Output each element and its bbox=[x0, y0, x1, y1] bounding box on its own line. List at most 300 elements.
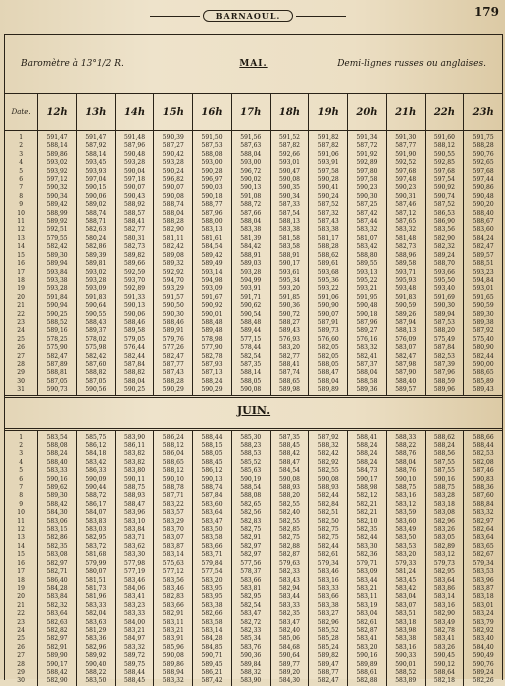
pressure-value: 582,40 bbox=[278, 626, 300, 634]
pressure-value: 588,04 bbox=[124, 377, 146, 385]
pressure-value: 593,68 bbox=[317, 268, 339, 276]
pressure-value: 575,40 bbox=[472, 335, 494, 343]
pressure-value: 583,14 bbox=[162, 551, 184, 559]
hour-header: 14h bbox=[115, 94, 154, 130]
day-number: 9 bbox=[19, 500, 24, 508]
pressure-value: 583,47 bbox=[240, 610, 262, 618]
day-column bbox=[5, 131, 37, 395]
pressure-value: 582,96 bbox=[433, 517, 455, 525]
pressure-value: 590,29 bbox=[162, 386, 184, 394]
observation-table bbox=[5, 93, 502, 686]
day-number: 24 bbox=[17, 327, 25, 335]
pressure-value: 588,53 bbox=[240, 450, 262, 458]
pressure-value: 588,44 bbox=[472, 442, 494, 449]
pressure-value: 582,88 bbox=[356, 677, 378, 685]
pressure-value: 588,24 bbox=[356, 450, 378, 458]
pressure-value: 577,12 bbox=[162, 568, 184, 576]
day-number: 9 bbox=[19, 201, 24, 209]
pressure-value: 590,10 bbox=[395, 475, 417, 483]
pressure-value: 588,24 bbox=[356, 458, 378, 466]
pressure-value: 588,91 bbox=[240, 251, 262, 259]
pressure-value: 591,47 bbox=[85, 134, 107, 141]
day-number: 29 bbox=[17, 668, 25, 676]
pressure-value: 590,54 bbox=[240, 310, 262, 318]
pressure-value: 588,22 bbox=[395, 442, 417, 449]
pressure-value: 582,77 bbox=[124, 226, 146, 234]
pressure-value: 582,12 bbox=[356, 492, 378, 500]
pressure-value: 589,24 bbox=[433, 251, 455, 259]
pressure-value: 589,45 bbox=[201, 660, 223, 668]
pressure-value: 584,18 bbox=[85, 450, 107, 458]
pressure-value: 588,40 bbox=[472, 209, 494, 217]
pressure-value: 582,33 bbox=[278, 568, 300, 576]
pressure-value: 588,28 bbox=[317, 243, 339, 251]
pressure-value: 596,72 bbox=[240, 167, 262, 175]
pressure-value: 579,84 bbox=[201, 559, 223, 567]
pressure-value: 590,74 bbox=[433, 192, 455, 200]
pressure-value: 588,52 bbox=[46, 318, 68, 326]
pressure-value: 593,70 bbox=[124, 276, 146, 284]
hour-column bbox=[192, 431, 231, 686]
pressure-value: 583,98 bbox=[395, 626, 417, 634]
pressure-value: 588,54 bbox=[240, 484, 262, 492]
pressure-value: 587,37 bbox=[356, 360, 378, 368]
pressure-value: 588,65 bbox=[472, 369, 494, 377]
pressure-value: 591,75 bbox=[472, 134, 494, 141]
day-number: 20 bbox=[17, 593, 25, 601]
pressure-value: 582,95 bbox=[240, 593, 262, 601]
pressure-value: 589,90 bbox=[46, 652, 68, 660]
pressure-value: 590,48 bbox=[472, 192, 494, 200]
pressure-value: 589,82 bbox=[317, 652, 339, 660]
pressure-value: 583,33 bbox=[124, 610, 146, 618]
pressure-value: 591,34 bbox=[356, 134, 378, 141]
pressure-value: 588,24 bbox=[201, 377, 223, 385]
pressure-value: 582,87 bbox=[278, 551, 300, 559]
pressure-value: 594,70 bbox=[162, 276, 184, 284]
unit-caption: Demi-lignes russes ou anglaises. bbox=[337, 59, 486, 69]
pressure-value: 582,35 bbox=[278, 610, 300, 618]
pressure-value: 588,43 bbox=[85, 318, 107, 326]
pressure-value: 586,33 bbox=[85, 467, 107, 475]
pressure-value: 597,48 bbox=[395, 176, 417, 184]
pressure-value: 586,40 bbox=[46, 576, 68, 584]
pressure-value: 582,08 bbox=[472, 458, 494, 466]
pressure-value: 584,28 bbox=[46, 584, 68, 592]
table-frame bbox=[4, 34, 503, 685]
pressure-value: 581,48 bbox=[395, 234, 417, 242]
pressure-value: 582,71 bbox=[46, 568, 68, 576]
pressure-value: 582,90 bbox=[162, 226, 184, 234]
hour-column bbox=[308, 131, 347, 395]
pressure-value: 590,07 bbox=[317, 310, 339, 318]
pressure-value: 593,00 bbox=[240, 159, 262, 167]
pressure-value: 582,63 bbox=[85, 226, 107, 234]
pressure-value: 583,81 bbox=[240, 584, 262, 592]
pressure-value: 590,83 bbox=[472, 475, 494, 483]
hour-header: 18h bbox=[270, 94, 309, 130]
pressure-value: 582,91 bbox=[240, 534, 262, 542]
pressure-value: 589,24 bbox=[472, 668, 494, 676]
pressure-value: 582,64 bbox=[472, 526, 494, 534]
pressure-value: 587,35 bbox=[278, 433, 300, 441]
pressure-value: 583,16 bbox=[433, 601, 455, 609]
pressure-value: 583,21 bbox=[124, 626, 146, 634]
pressure-value: 588,41 bbox=[278, 360, 300, 368]
pressure-value: 582,51 bbox=[317, 509, 339, 517]
day-number: 10 bbox=[17, 209, 25, 217]
pressure-value: 585,96 bbox=[162, 643, 184, 651]
pressure-value: 593,01 bbox=[472, 285, 494, 293]
pressure-value: 582,55 bbox=[278, 500, 300, 508]
day-number: 2 bbox=[19, 142, 24, 150]
pressure-value: 588,65 bbox=[162, 458, 184, 466]
hour-column bbox=[425, 431, 464, 686]
pressure-value: 583,38 bbox=[201, 601, 223, 609]
pressure-value: 582,75 bbox=[317, 526, 339, 534]
pressure-value: 576,93 bbox=[278, 335, 300, 343]
pressure-value: 582,75 bbox=[278, 534, 300, 542]
pressure-value: 588,33 bbox=[395, 433, 417, 441]
pressure-value: 588,05 bbox=[201, 450, 223, 458]
pressure-value: 582,35 bbox=[356, 526, 378, 534]
pressure-value: 590,64 bbox=[278, 652, 300, 660]
pressure-value: 588,91 bbox=[278, 251, 300, 259]
pressure-value: 597,80 bbox=[356, 167, 378, 175]
pressure-value: 589,92 bbox=[85, 652, 107, 660]
pressure-value: 592,85 bbox=[433, 159, 455, 167]
pressure-value: 588,74 bbox=[85, 209, 107, 217]
pressure-value: 581,68 bbox=[85, 551, 107, 559]
hour-header: 16h bbox=[192, 94, 231, 130]
pressure-value: 587,46 bbox=[395, 201, 417, 209]
pressure-value: 586,21 bbox=[201, 668, 223, 676]
pressure-value: 583,11 bbox=[356, 593, 378, 601]
pressure-value: 581,58 bbox=[278, 234, 300, 242]
pressure-value: 587,52 bbox=[433, 201, 455, 209]
pressure-value: 589,32 bbox=[162, 260, 184, 268]
pressure-value: 596,97 bbox=[201, 176, 223, 184]
pressure-value: 586,11 bbox=[124, 442, 146, 449]
pressure-value: 582,65 bbox=[240, 500, 262, 508]
pressure-value: 590,49 bbox=[472, 652, 494, 660]
pressure-value: 579,63 bbox=[278, 559, 300, 567]
pressure-value: 591,06 bbox=[317, 293, 339, 301]
pressure-value: 590,64 bbox=[85, 302, 107, 310]
pressure-value: 580,31 bbox=[124, 234, 146, 242]
pressure-value: 585,06 bbox=[278, 635, 300, 643]
pressure-value: 583,71 bbox=[124, 534, 146, 542]
pressure-value: 588,82 bbox=[124, 369, 146, 377]
pressure-value: 583,87 bbox=[472, 584, 494, 592]
barometer-caption: Baromètre à 13°1/2 R. bbox=[21, 59, 124, 69]
pressure-value: 583,20 bbox=[356, 643, 378, 651]
pressure-value: 589,42 bbox=[201, 251, 223, 259]
pressure-value: 580,07 bbox=[85, 568, 107, 576]
pressure-value: 588,12 bbox=[433, 142, 455, 150]
pressure-value: 587,72 bbox=[356, 142, 378, 150]
pressure-value: 593,21 bbox=[356, 285, 378, 293]
pressure-value: 589,91 bbox=[162, 327, 184, 335]
day-number: 25 bbox=[17, 335, 25, 343]
pressure-value: 583,50 bbox=[201, 526, 223, 534]
pressure-value: 588,66 bbox=[472, 433, 494, 441]
pressure-value: 590,71 bbox=[201, 652, 223, 660]
pressure-value: 590,18 bbox=[201, 192, 223, 200]
pressure-value: 583,40 bbox=[472, 635, 494, 643]
pressure-value: 588,98 bbox=[356, 484, 378, 492]
day-number: 3 bbox=[19, 150, 24, 158]
pressure-value: 588,12 bbox=[162, 442, 184, 449]
hour-header: 23h bbox=[463, 94, 502, 130]
pressure-value: 588,08 bbox=[240, 492, 262, 500]
pressure-value: 576,44 bbox=[124, 344, 146, 352]
pressure-value: 590,08 bbox=[317, 475, 339, 483]
pressure-value: 593,01 bbox=[278, 159, 300, 167]
pressure-value: 585,30 bbox=[240, 433, 262, 441]
day-number: 24 bbox=[17, 626, 25, 634]
pressure-value: 583,84 bbox=[46, 593, 68, 601]
header-rule-left bbox=[150, 16, 200, 17]
pressure-value: 593,22 bbox=[317, 285, 339, 293]
day-number: 23 bbox=[17, 618, 25, 626]
pressure-value: 583,82 bbox=[124, 458, 146, 466]
pressure-value: 588,00 bbox=[201, 218, 223, 226]
pressure-value: 588,47 bbox=[278, 458, 300, 466]
pressure-value: 588,46 bbox=[162, 318, 184, 326]
pressure-value: 577,26 bbox=[162, 344, 184, 352]
hour-column bbox=[115, 431, 154, 686]
pressure-value: 577,90 bbox=[201, 344, 223, 352]
pressure-value: 583,32 bbox=[356, 226, 378, 234]
pressure-value: 588,62 bbox=[433, 433, 455, 441]
pressure-value: 583,83 bbox=[85, 517, 107, 525]
pressure-value: 587,92 bbox=[472, 327, 494, 335]
pressure-value: 587,25 bbox=[356, 201, 378, 209]
pressure-value: 582,47 bbox=[162, 352, 184, 360]
day-number: 4 bbox=[19, 458, 24, 466]
pressure-value: 583,41 bbox=[433, 635, 455, 643]
pressure-value: 582,50 bbox=[317, 517, 339, 525]
pressure-value: 583,96 bbox=[472, 576, 494, 584]
pressure-value: 583,12 bbox=[433, 551, 455, 559]
pressure-value: 593,29 bbox=[162, 285, 184, 293]
pressure-value: 587,54 bbox=[278, 209, 300, 217]
pressure-value: 582,82 bbox=[46, 626, 68, 634]
pressure-value: 582,90 bbox=[433, 610, 455, 618]
table-header bbox=[5, 35, 502, 91]
pressure-value: 587,60 bbox=[85, 360, 107, 368]
day-number: 17 bbox=[17, 268, 25, 276]
pressure-value: 585,63 bbox=[240, 467, 262, 475]
pressure-value: 582,73 bbox=[124, 243, 146, 251]
pressure-value: 579,34 bbox=[472, 559, 494, 567]
pressure-value: 589,98 bbox=[278, 386, 300, 394]
pressure-value: 590,34 bbox=[278, 192, 300, 200]
pressure-value: 584,54 bbox=[278, 467, 300, 475]
pressure-value: 583,46 bbox=[317, 568, 339, 576]
day-number: 10 bbox=[17, 509, 25, 517]
pressure-value: 583,87 bbox=[162, 542, 184, 550]
pressure-value: 590,76 bbox=[472, 150, 494, 158]
pressure-value: 585,34 bbox=[240, 635, 262, 643]
pressure-value: 587,82 bbox=[317, 142, 339, 150]
pressure-value: 583,66 bbox=[317, 593, 339, 601]
pressure-value: 590,32 bbox=[46, 184, 68, 192]
pressure-value: 583,20 bbox=[278, 344, 300, 352]
pressure-value: 590,43 bbox=[124, 192, 146, 200]
pressure-value: 593,84 bbox=[46, 268, 68, 276]
pressure-value: 583,09 bbox=[356, 568, 378, 576]
day-number: 13 bbox=[17, 234, 25, 242]
pressure-value: 593,28 bbox=[46, 285, 68, 293]
day-number: 27 bbox=[17, 652, 25, 660]
pressure-value: 587,13 bbox=[201, 369, 223, 377]
pressure-value: 588,04 bbox=[240, 150, 262, 158]
pressure-value: 590,34 bbox=[46, 192, 68, 200]
pressure-value: 587,52 bbox=[317, 201, 339, 209]
pressure-value: 589,43 bbox=[278, 327, 300, 335]
pressure-value: 586,53 bbox=[433, 209, 455, 217]
pressure-value: 576,60 bbox=[317, 335, 339, 343]
pressure-value: 593,02 bbox=[85, 268, 107, 276]
hour-column bbox=[192, 131, 231, 395]
pressure-value: 588,08 bbox=[46, 442, 68, 449]
pressure-value: 583,30 bbox=[356, 542, 378, 550]
day-number: 3 bbox=[19, 450, 24, 458]
pressure-value: 583,63 bbox=[85, 618, 107, 626]
pressure-value: 582,97 bbox=[46, 635, 68, 643]
pressure-value: 591,92 bbox=[356, 150, 378, 158]
pressure-value: 589,44 bbox=[240, 327, 262, 335]
pressure-value: 589,48 bbox=[201, 327, 223, 335]
hour-column bbox=[386, 131, 425, 395]
pressure-value: 597,68 bbox=[395, 167, 417, 175]
pressure-value: 583,11 bbox=[162, 618, 184, 626]
pressure-value: 583,33 bbox=[278, 601, 300, 609]
pressure-value: 591,82 bbox=[317, 134, 339, 141]
pressure-value: 590,73 bbox=[46, 386, 68, 394]
pressure-value: 582,95 bbox=[85, 534, 107, 542]
pressure-value: 581,51 bbox=[85, 576, 107, 584]
pressure-value: 590,23 bbox=[356, 184, 378, 192]
pressure-value: 582,44 bbox=[472, 352, 494, 360]
pressure-value: 587,43 bbox=[162, 369, 184, 377]
pressure-value: 589,43 bbox=[472, 386, 494, 394]
pressure-value: 583,07 bbox=[395, 601, 417, 609]
day-number: 28 bbox=[17, 360, 25, 368]
pressure-value: 583,42 bbox=[395, 584, 417, 592]
pressure-value: 583,66 bbox=[240, 576, 262, 584]
pressure-value: 588,24 bbox=[356, 442, 378, 449]
pressure-value: 583,04 bbox=[356, 610, 378, 618]
pressure-value: 590,45 bbox=[433, 652, 455, 660]
hour-column bbox=[386, 431, 425, 686]
pressure-value: 582,78 bbox=[433, 626, 455, 634]
pressure-value: 583,46 bbox=[124, 576, 146, 584]
pressure-value: 582,90 bbox=[46, 677, 68, 685]
pressure-value: 590,47 bbox=[278, 167, 300, 175]
pressure-value: 590,16 bbox=[356, 652, 378, 660]
pressure-value: 588,82 bbox=[85, 369, 107, 377]
pressure-value: 587,89 bbox=[46, 360, 68, 368]
pressure-value: 588,14 bbox=[85, 150, 107, 158]
day-number: 1 bbox=[19, 433, 24, 441]
hour-header: 17h bbox=[231, 94, 270, 130]
pressure-value: 583,64 bbox=[472, 534, 494, 542]
pressure-value: 593,66 bbox=[433, 268, 455, 276]
column-header-row bbox=[5, 93, 502, 131]
pressure-value: 591,85 bbox=[278, 293, 300, 301]
pressure-value: 594,84 bbox=[472, 276, 494, 284]
pressure-value: 597,58 bbox=[356, 176, 378, 184]
pressure-value: 590,08 bbox=[240, 386, 262, 394]
pressure-value: 588,47 bbox=[124, 500, 146, 508]
day-number: 8 bbox=[19, 492, 24, 500]
pressure-value: 587,05 bbox=[46, 377, 68, 385]
pressure-value: 590,06 bbox=[124, 310, 146, 318]
pressure-value: 582,61 bbox=[356, 618, 378, 626]
pressure-value: 594,99 bbox=[240, 276, 262, 284]
pressure-value: 588,12 bbox=[162, 467, 184, 475]
pressure-value: 589,30 bbox=[472, 310, 494, 318]
pressure-value: 575,49 bbox=[433, 335, 455, 343]
pressure-value: 582,92 bbox=[317, 458, 339, 466]
day-number: 16 bbox=[17, 260, 25, 268]
pressure-value: 588,51 bbox=[472, 260, 494, 268]
pressure-value: 593,38 bbox=[46, 276, 68, 284]
pressure-value: 583,58 bbox=[201, 534, 223, 542]
day-number: 6 bbox=[19, 176, 24, 184]
pressure-value: 583,04 bbox=[395, 593, 417, 601]
pressure-value: 582,42 bbox=[85, 352, 107, 360]
pressure-value: 583,91 bbox=[162, 635, 184, 643]
pressure-value: 581,29 bbox=[85, 626, 107, 634]
pressure-value: 579,71 bbox=[356, 559, 378, 567]
pressure-value: 580,90 bbox=[472, 344, 494, 352]
pressure-value: 587,33 bbox=[278, 201, 300, 209]
hour-column bbox=[308, 431, 347, 686]
pressure-value: 588,67 bbox=[472, 218, 494, 226]
pressure-value: 589,86 bbox=[162, 660, 184, 668]
pressure-value: 589,08 bbox=[162, 251, 184, 259]
pressure-value: 587,42 bbox=[356, 209, 378, 217]
pressure-value: 588,48 bbox=[201, 318, 223, 326]
pressure-value: 589,73 bbox=[317, 327, 339, 335]
pressure-value: 588,45 bbox=[201, 458, 223, 466]
pressure-value: 590,55 bbox=[433, 150, 455, 158]
pressure-value: 591,65 bbox=[472, 293, 494, 301]
pressure-value: 590,50 bbox=[162, 302, 184, 310]
pressure-value: 583,42 bbox=[85, 458, 107, 466]
pressure-value: 583,07 bbox=[162, 534, 184, 542]
day-number: 5 bbox=[19, 467, 24, 475]
pressure-value: 584,24 bbox=[472, 234, 494, 242]
pressure-value: 592,92 bbox=[162, 268, 184, 276]
pressure-value: 582,05 bbox=[317, 344, 339, 352]
pressure-value: 582,88 bbox=[278, 542, 300, 550]
pressure-value: 577,54 bbox=[201, 568, 223, 576]
pressure-value: 582,42 bbox=[162, 243, 184, 251]
pressure-value: 583,32 bbox=[124, 643, 146, 651]
pressure-value: 593,09 bbox=[85, 285, 107, 293]
running-header-cartouche bbox=[150, 6, 346, 26]
pressure-value: 587,93 bbox=[201, 360, 223, 368]
hour-column bbox=[347, 131, 386, 395]
day-number: 14 bbox=[17, 542, 25, 550]
pressure-value: 583,30 bbox=[124, 551, 146, 559]
pressure-value: 589,72 bbox=[124, 652, 146, 660]
